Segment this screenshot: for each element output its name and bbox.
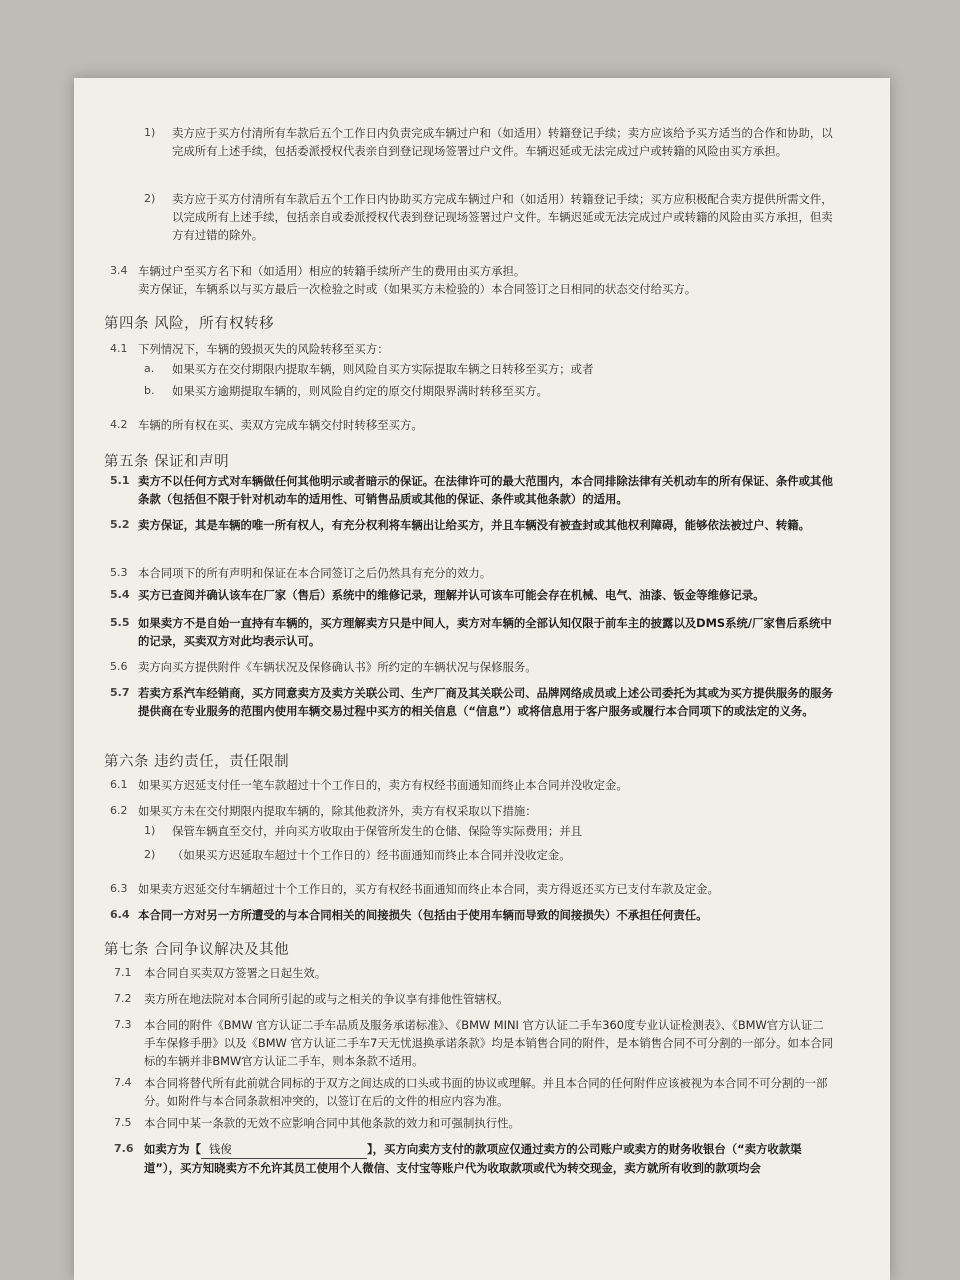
- clause-7-6-suffix: 】，买方向卖方支付的款项应仅通过卖方的公司账户或卖方的财务收银台（“卖方收款渠道”），买方知晓卖方不允许其员工使用个人微信、支付宝等账户代为收取款项或代为转交现金，卖方就所有收到的款项均会: [144, 1142, 802, 1175]
- heading-article-4: 第四条 风险，所有权转移: [104, 316, 275, 332]
- heading-article-6: 第六条 违约责任，责任限制: [104, 754, 290, 770]
- contract-page: 1) 卖方应于买方付清所有车款后五个工作日内负责完成车辆过户和（如适用）转籍登记手续；卖方应该给予买方适当的合作和协助，以完成所有上述手续，包括委派授权代表亲自到登记现场签署过户文件。车辆迟延或无法完成过户或转籍的风险由买方承担。 2) 卖方应于买方付清所有车款后五个工作日内协助买方完成车辆过户和（如适用）转籍登记手续；买方应积极配合卖方提供所需文件，以完成所有上述手续，包括亲自或委派授权代表到登记现场签署过户文件。车辆迟延或无法完成过户或转籍的风险由买方承担，但卖方有过错的除外。 3.4 车辆过户至买方名下和（如适用）相应的转籍手续所产生的费用由买方承担。 卖方保证，车辆系以与买方最后一次检验之时或（如果买方未检验的）本合同签订之日相同的状态交付给买方。 第四条 风险，所有权转移 4.1 下列情况下，车辆的毁损灭失的风险转移至买方： a. 如果买方在交付期限内提取车辆，则风险自买方实际提取车辆之日转移至买方；或者 b. 如果买方逾期提取车辆的，则风险自约定的原交付期限界满时转移至买方。 4.2 车辆的所有权在买、卖双方完成车辆交付时转移至买方。 第五条 保证和声明 5.1 卖方不以任何方式对车辆做任何其他明示或者暗示的保证。在法律许可的最大范围内，本合同排除法律有关机动车的所有保证、条件或其他条款（包括但不限于针对机动车的适用性、可销售品质或其他的保证、条件或其他条款）的适用。 5.2 卖方保证，其是车辆的唯一所有权人，有充分权利将车辆出让给买方，并且车辆没有被查封或其他权利障碍，能够依法被过户、转籍。 5.3 本合同项下的所有声明和保证在本合同签订之后仍然具有充分的效力。 5.4 买方已查阅并确认该车在厂家（售后）系统中的维修记录，理解并认可该车可能会存在机械、电气、油漆、钣金等维修记录。 5.5 如果卖方不是自始一直持有车辆的，买方理解卖方只是中间人，卖方对车辆的全部认知仅限于前车主的披露以及DMS系统/厂家售后系统中的记录，买卖双方对此均表示认可。 5.6 卖方向买方提供附件《车辆状况及保修确认书》所约定的车辆状况与保修服务。 5.7 若卖方系汽车经销商，买方同意卖方及卖方关联公司、生产厂商及其关联公司、品牌网络成员或上述公司委托为其或为买方提供服务的服务提供商在专业服务的范围内使用车辆交易过程中买方的相关信息（“信息”）或将信息用于客户服务或履行本合同项下的或法定的义务。 第六条 违约责任，责任限制 6.1 如果买方迟延支付任一笔车款超过十个工作日的，卖方有权经书面通知而终止本合同并没收定金。 6.2 如果买方未在交付期限内提取车辆的，除其他救济外，卖方有权采取以下措施： 1) 保管车辆直至交付，并向买方收取由于保管所发生的仓储、保险等实际费用；并且 2) （如果买方迟延取车超过十个工作日的）经书面通知而终止本合同并没收定金。 6.3 如果卖方迟延交付车辆超过十个工作日的，买方有权经书面通知而终止本合同，卖方得返还买方已支付车款及定金。 6.4 本合同一方对另一方所遭受的与本合同相关的间接损失（包括由于使用车辆而导致的间接损失）不承担任何责任。 第七条 合同争议解决及其他 7.1 本合同自买卖双方签署之日起生效。 7.2 卖方所在地法院对本合同所引起的或与之相关的争议享有排他性管辖权。 7.3 本合同的附件《BMW 官方认证二手车品质及服务承诺标准》、《BMW MINI 官方认证二手车360度专业认证检测表》、《BMW官方认证二手车保修手册》以及《BMW 官方认证二手车7天无忧退换承诺条款》均是本销售合同的附件，是本销售合同不可分割的一部分。如本合同标的车辆并非BMW官方认证二手车，则本条款不适用。 7.4 本合同将替代所有此前就合同标的于双方之间达成的口头或书面的协议或理解。并且本合同的任何附件应该被视为本合同不可分割的一部分。如附件与本合同条款相冲突的，以签订在后的文件的相应内容为准。 7.5 本合同中某一条款的无效不应影响合同中其他条款的效力和可强制执行性。 7.6 如卖方为【 钱俊 】，买方向卖方支付的款项应仅通过卖方的公司账户或卖方的财务收银台（“卖方收款渠道”），买方知晓卖方不允许其员工使用个人微信、支付宝等账户代为收取款项或代为转交现金，卖方就所有收到的款项均会: [74, 78, 890, 1280]
- heading-article-5: 第五条 保证和声明: [104, 454, 230, 470]
- clause-7-6-prefix: 如卖方为【: [144, 1142, 201, 1156]
- seller-name-field[interactable]: 钱俊: [201, 1140, 367, 1159]
- heading-article-7: 第七条 合同争议解决及其他: [104, 942, 290, 958]
